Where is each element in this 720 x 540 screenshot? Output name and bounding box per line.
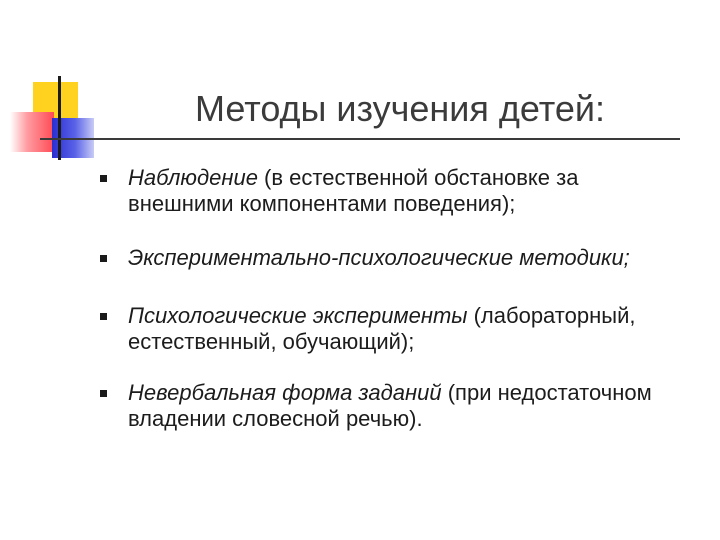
bullet-text bbox=[128, 380, 708, 432]
bullet-plain-text-continuation: владении словесной речью). bbox=[128, 406, 423, 431]
slide-title: Методы изучения детей: bbox=[195, 88, 605, 129]
decorative-red-gradient-square bbox=[10, 112, 54, 152]
decorative-vertical-line bbox=[58, 76, 61, 160]
bullet-text bbox=[128, 303, 708, 355]
bullet-italic-term: Экспериментально-психологические методики; bbox=[128, 245, 630, 270]
bullet-italic-term: Наблюдение bbox=[128, 165, 258, 190]
bullet-text bbox=[128, 165, 708, 217]
bullet-plain-text: (в естественной обстановке за bbox=[257, 165, 579, 190]
square-bullet-icon bbox=[100, 255, 107, 262]
bullet-text bbox=[128, 245, 708, 271]
bullet-plain-text-continuation: внешними компонентами поведения); bbox=[128, 191, 516, 216]
square-bullet-icon bbox=[100, 313, 107, 320]
bullet-italic-term: Психологические эксперименты bbox=[128, 303, 468, 328]
title-underline bbox=[40, 138, 680, 140]
bullet-italic-term: Невербальная форма заданий bbox=[128, 380, 442, 405]
square-bullet-icon bbox=[100, 175, 107, 182]
square-bullet-icon bbox=[100, 390, 107, 397]
bullet-plain-text-continuation: естественный, обучающий); bbox=[128, 329, 415, 354]
bullet-plain-text: (при недостаточном bbox=[441, 380, 652, 405]
bullet-plain-text: (лабораторный, bbox=[467, 303, 636, 328]
